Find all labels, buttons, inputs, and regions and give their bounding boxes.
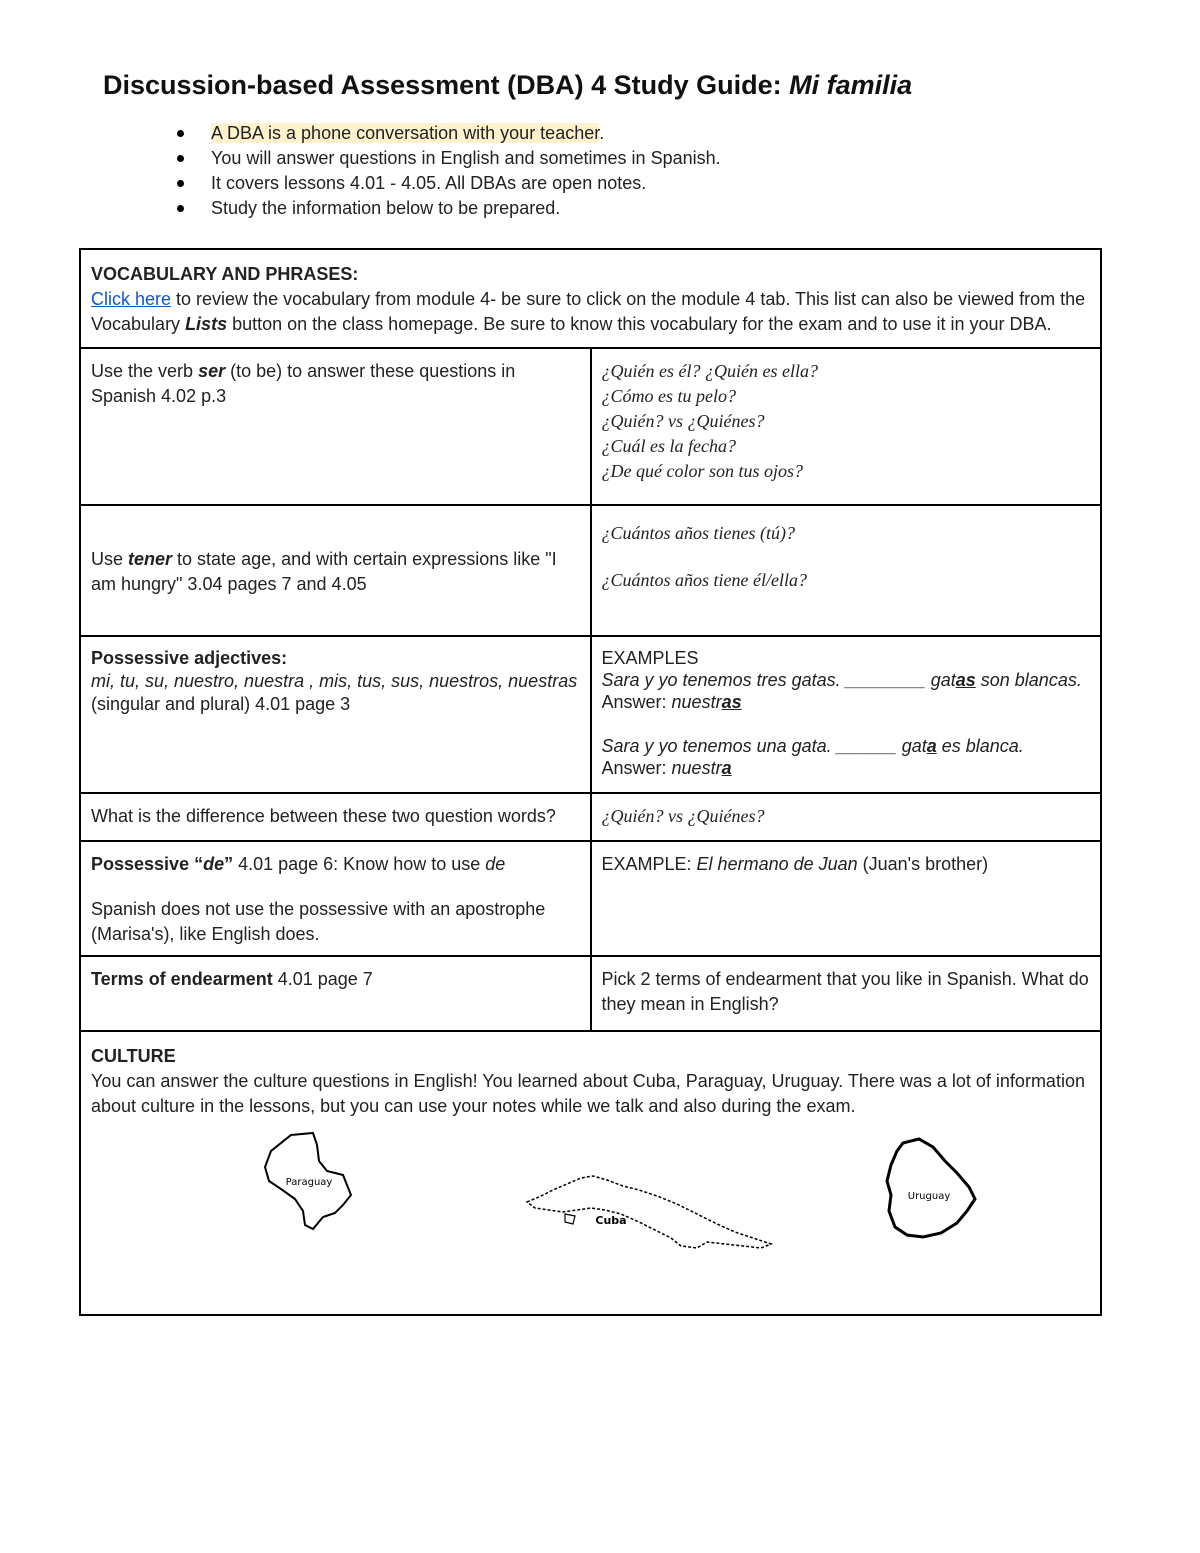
map-label-paraguay: Paraguay	[285, 1177, 333, 1188]
question-line: ¿De qué color son tus ojos?	[601, 461, 803, 481]
page-title: Discussion-based Assessment (DBA) 4 Study Guide: Mi familia	[103, 70, 913, 100]
uruguay-map	[881, 1137, 977, 1241]
de-example: EXAMPLE: El hermano de Juan (Juan's brother)	[591, 841, 1102, 956]
possessive-instruction: Possessive adjectives: mi, tu, su, nuestro, nuestra , mis, tus, sus, nuestros, nuestras (singular and plural) 4.01 page 3	[80, 636, 591, 793]
de-instruction: Possessive “de” 4.01 page 6: Know how to use de Spanish does not use the possessive with an apostrophe (Marisa's), like English does.	[80, 841, 591, 956]
intro-bullet-list	[175, 121, 721, 221]
example-2: Sara y yo tenemos una gata. ______ gata es blanca. Answer: nuestra	[601, 736, 1024, 778]
ser-row	[80, 348, 1101, 505]
map-label-cuba: Cuba	[595, 1214, 627, 1227]
vocab-heading: VOCABULARY AND PHRASES:	[91, 264, 359, 284]
endearment-row	[80, 956, 1101, 1031]
tener-instruction: Use tener to state age, and with certain expressions like "I am hungry" 3.04 pages 7 and 4.05	[80, 505, 591, 636]
culture-heading: CULTURE	[91, 1046, 176, 1066]
question-line: ¿Cómo es tu pelo?	[601, 386, 736, 406]
bullet-item: Study the information below to be prepared.	[175, 196, 721, 221]
endearment-prompt: Pick 2 terms of endearment that you like in Spanish. What do they mean in English?	[591, 956, 1102, 1031]
tener-questions	[591, 505, 1102, 636]
cuba-map	[521, 1166, 781, 1256]
difference-row	[80, 793, 1101, 841]
map-row	[91, 1131, 1090, 1306]
question-line: ¿Cuántos años tiene él/ella?	[601, 570, 807, 590]
vocab-link[interactable]: Click here	[91, 289, 172, 309]
culture-cell: CULTURE You can answer the culture questions in English! You learned about Cuba, Paraguay, Uruguay. There was a lot of information about culture in the lessons, but you can use your notes while we talk and also during the exam. Paraguay Cuba Uruguay	[80, 1031, 1101, 1315]
endearment-instruction: Terms of endearment 4.01 page 7	[80, 956, 591, 1031]
vocab-cell: VOCABULARY AND PHRASES: Click here to review the vocabulary from module 4- be sure to click on the module 4 tab. This list can also be viewed from the Vocabulary Lists button on the class homepage. Be sure to know this vocabulary for the exam and to use it in your DBA.	[80, 249, 1101, 348]
difference-question: What is the difference between these two question words?	[80, 793, 591, 841]
bullet-item: A DBA is a phone conversation with your teacher.	[175, 121, 721, 146]
bullet-item: You will answer questions in English and sometimes in Spanish.	[175, 146, 721, 171]
question-line: ¿Cuál es la fecha?	[601, 436, 736, 456]
question-line: ¿Quién es él? ¿Quién es ella?	[601, 361, 818, 381]
de-row	[80, 841, 1101, 956]
study-guide-table	[79, 248, 1102, 1316]
question-line: ¿Quién? vs ¿Quiénes?	[601, 411, 765, 431]
map-label-uruguay: Uruguay	[907, 1191, 951, 1202]
paraguay-map	[261, 1131, 361, 1233]
tener-row	[80, 505, 1101, 636]
culture-row	[80, 1031, 1101, 1315]
vocab-row	[80, 249, 1101, 348]
example-1: Sara y yo tenemos tres gatas. ________ gatas son blancas. Answer: nuestras	[601, 670, 1082, 712]
possessive-examples: EXAMPLES Sara y yo tenemos tres gatas. ________ gatas son blancas. Answer: nuestras Sara y yo tenemos una gata. ______ gata es blanca. Answer: nuestra	[591, 636, 1102, 793]
difference-answer: ¿Quién? vs ¿Quiénes?	[591, 793, 1102, 841]
ser-questions	[591, 348, 1102, 505]
question-line: ¿Cuántos años tienes (tú)?	[601, 523, 795, 543]
bullet-item: It covers lessons 4.01 - 4.05. All DBAs are open notes.	[175, 171, 721, 196]
ser-instruction: Use the verb ser (to be) to answer these questions in Spanish 4.02 p.3	[80, 348, 591, 505]
possessive-row	[80, 636, 1101, 793]
